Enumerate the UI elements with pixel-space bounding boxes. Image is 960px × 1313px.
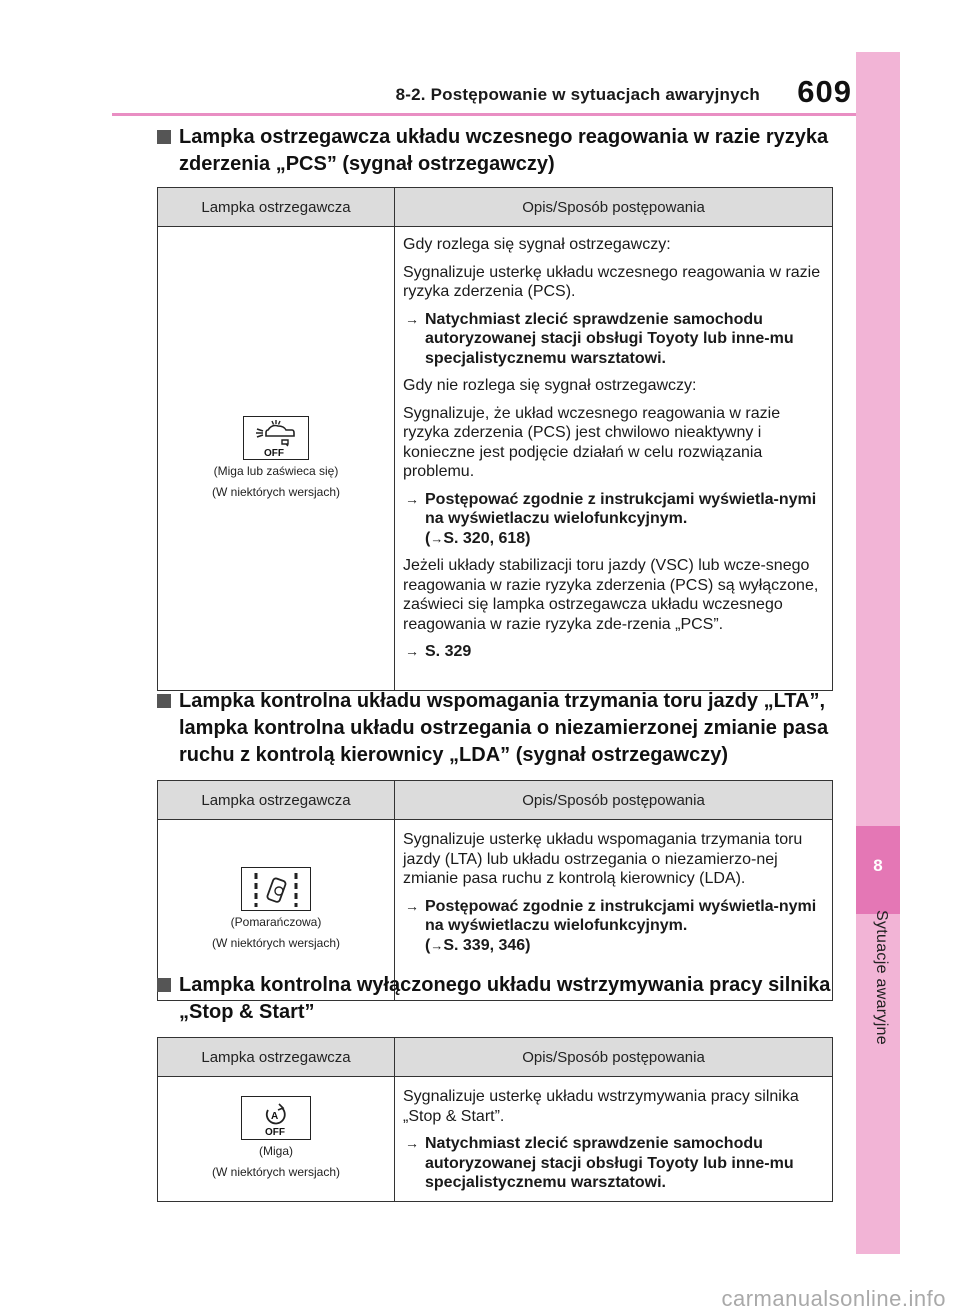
col-header-description: Opis/Sposób postępowania xyxy=(522,791,705,809)
description-text: Gdy nie rozlega się sygnał ostrzegawczy: xyxy=(403,377,697,394)
action-item xyxy=(403,642,828,662)
description-text: Sygnalizuje, że układ wczesnego reagowania w razie ryzyka zderzenia (PCS) jest chwilowo nieaktywny i konieczne jest podjęcie działań w celu rozwiązania problemu. xyxy=(403,404,781,480)
table-header xyxy=(158,781,832,820)
arrow-right-icon: → xyxy=(405,490,419,507)
section-title: Lampka kontrolna układu wspomagania trzymania toru jazdy „LTA”, lampka kontrolna układu ostrzegania o niezamierzonej zmianie pasa ruchu z kontrolą kierownicy „LDA” (sygnał ostrzegawczy) xyxy=(179,690,829,766)
action-item xyxy=(403,310,828,369)
description-text: Gdy rozlega się sygnał ostrzegawczy: xyxy=(403,236,671,253)
warning-table-lta-lda xyxy=(157,780,833,1001)
warning-table-stop-start xyxy=(157,1037,833,1202)
section-heading-lta-lda xyxy=(157,688,837,769)
lamp-caption-versions: (W niektórych wersjach) xyxy=(211,936,341,950)
lamp-caption-versions: (W niektórych wersjach) xyxy=(211,1165,341,1179)
stop-start-off-icon xyxy=(241,1096,311,1140)
section-heading-pcs xyxy=(157,124,837,178)
page-number: 609 xyxy=(797,74,852,109)
chapter-side-tab xyxy=(856,52,900,1254)
page-reference-link[interactable]: S. 320, 618) xyxy=(443,529,531,547)
action-item: → Postępować zgodnie z instrukcjami wyświetla-nymi na wyświetlaczu wielofunkcyjnym. (→S. 339, 346) xyxy=(405,897,817,954)
lamp-caption-state: (Miga) xyxy=(258,1144,293,1158)
section-title: Lampka ostrzegawcza układu wczesnego reagowania w razie ryzyka zderzenia „PCS” (sygnał ostrzegawczy) xyxy=(179,126,829,175)
col-header-lamp: Lampka ostrzegawcza xyxy=(158,1038,395,1076)
lamp-cell xyxy=(158,227,395,690)
pcs-off-warning-icon xyxy=(243,416,309,460)
off-label: OFF xyxy=(265,1127,285,1138)
action-text: Natychmiast zlecić sprawdzenie samochodu autoryzowanej stacji obsługi Toyoty lub inne-mu specjalistycznemu warsztatowi. xyxy=(425,1135,794,1191)
arrow-right-icon: → xyxy=(430,937,444,953)
section-title: Lampka kontrolna wyłączonego układu wstrzymywania pracy silnika „Stop & Start” xyxy=(179,974,831,1023)
table-row xyxy=(158,1077,832,1201)
col-header-lamp: Lampka ostrzegawcza xyxy=(158,188,395,226)
page-reference-link[interactable]: S. 329 xyxy=(425,643,472,660)
page-reference-link[interactable]: S. 339, 346) xyxy=(443,936,531,954)
bullet-square xyxy=(157,978,171,992)
chapter-title: 8-2. Postępowanie w sytuacjach awaryjnych xyxy=(395,85,760,104)
lamp-caption-color: (Pomarańczowa) xyxy=(230,915,322,929)
action-text: Postępować zgodnie z instrukcjami wyświetla-nymi na wyświetlaczu wielofunkcyjnym. xyxy=(425,897,817,934)
col-header-description: Opis/Sposób postępowania xyxy=(522,1048,705,1066)
action-item xyxy=(403,1134,828,1193)
arrow-right-icon: → xyxy=(405,643,419,659)
section-heading-stop-start xyxy=(157,972,837,1026)
svg-text:A: A xyxy=(271,1111,279,1122)
bullet-square xyxy=(157,694,171,708)
arrow-right-icon: → xyxy=(405,310,419,327)
action-text: Natychmiast zlecić sprawdzenie samochodu autoryzowanej stacji obsługi Toyoty lub inne-mu specjalistycznemu warsztatowi. xyxy=(425,310,794,367)
pcs-off-icon-graphic xyxy=(248,418,304,458)
arrow-right-icon: → xyxy=(405,1135,419,1151)
table-header xyxy=(158,1038,832,1077)
lane-assist-icon-graphic xyxy=(246,869,306,909)
table-header xyxy=(158,188,832,227)
lamp-cell xyxy=(158,1077,395,1201)
header-divider xyxy=(112,113,856,116)
action-text: Postępować zgodnie z instrukcjami wyświetla-nymi na wyświetlaczu wielofunkcyjnym. xyxy=(425,490,817,527)
description-text: Sygnalizuje usterkę układu wstrzymywania pracy silnika „Stop & Start”. xyxy=(403,1088,799,1125)
warning-table-pcs xyxy=(157,187,833,691)
stop-start-icon-graphic xyxy=(246,1098,306,1138)
watermark: carmanualsonline.info xyxy=(721,1286,946,1311)
lane-assist-icon xyxy=(241,867,311,911)
off-label: OFF xyxy=(264,447,284,458)
arrow-right-icon: → xyxy=(430,530,444,546)
arrow-right-icon: → xyxy=(405,897,419,914)
lamp-caption-versions: (W niektórych wersjach) xyxy=(211,484,341,499)
action-item: → Postępować zgodnie z instrukcjami wyświetla-nymi na wyświetlaczu wielofunkcyjnym. (→S. 320, 618) xyxy=(405,490,817,547)
bullet-square xyxy=(157,130,171,144)
table-row xyxy=(158,227,832,690)
description-cell xyxy=(395,227,832,690)
chapter-number: 8 xyxy=(873,856,883,875)
description-text: Sygnalizuje usterkę układu wspomagania trzymania toru jazdy (LTA) lub układu ostrzegania o niezamierzo-nej zmianie pasa ruchu z kontrolą kierownicy (LDA). xyxy=(403,831,803,887)
lamp-caption-state: (Miga lub zaświeca się) xyxy=(213,463,339,478)
chapter-label: Sytuacje awaryjne xyxy=(873,910,890,1045)
page-header xyxy=(0,0,960,120)
description-cell xyxy=(395,1077,832,1201)
col-header-description: Opis/Sposób postępowania xyxy=(522,198,705,216)
description-text: Sygnalizuje usterkę układu wczesnego reagowania w razie ryzyka zderzenia (PCS). xyxy=(403,263,821,300)
description-text: Jeżeli układy stabilizacji toru jazdy (VSC) lub wcze-snego reagowania w razie ryzyka zderzenia (PCS) są wyłączone, zaświeci się lampka ostrzegawcza układu wczesnego reagowania w razie ryzyka zde-rzenia „PCS”. xyxy=(403,557,819,633)
col-header-lamp: Lampka ostrzegawcza xyxy=(158,781,395,819)
